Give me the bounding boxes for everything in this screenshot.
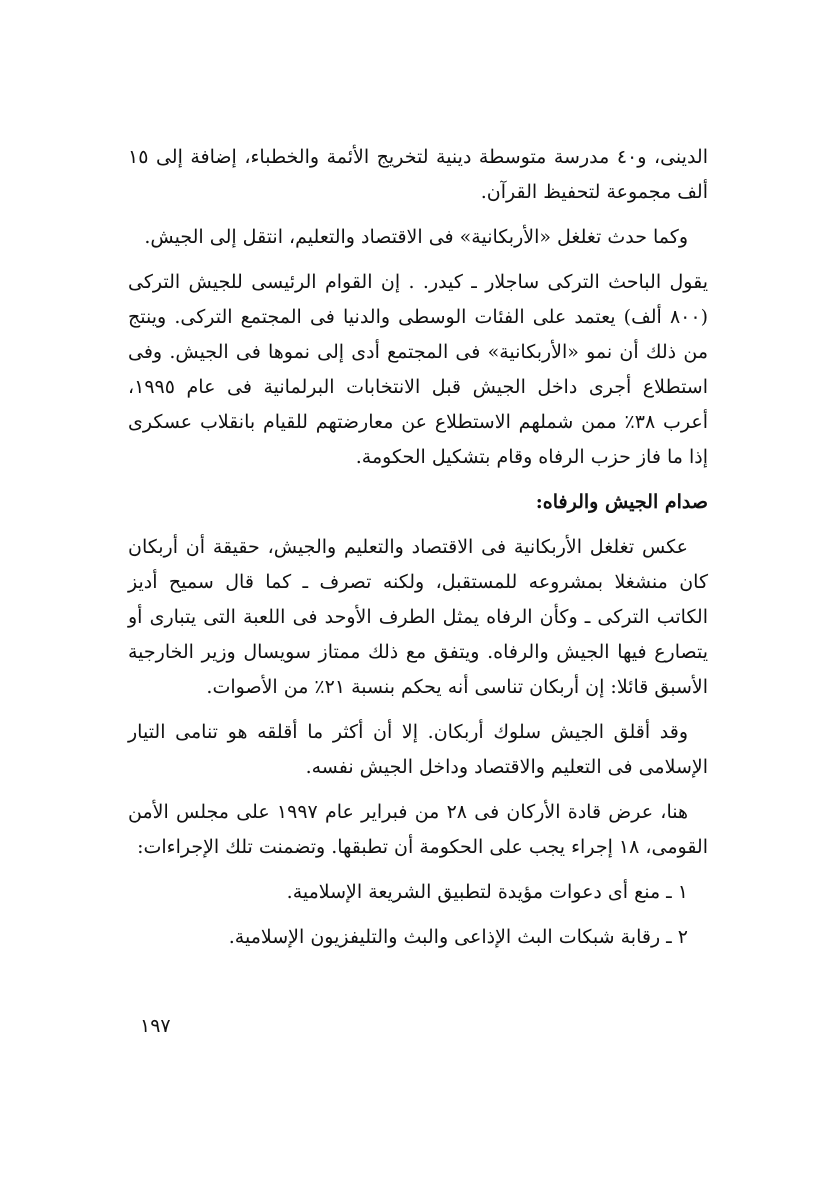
paragraph-2: وكما حدث تغلغل «الأربكانية» فى الاقتصاد والتعليم، انتقل إلى الجيش.	[144, 226, 688, 248]
section-heading: صدام الجيش والرفاه:	[535, 491, 708, 513]
list-item-1: ١ ـ منع أى دعوات مؤيدة لتطبيق الشريعة الإسلامية.	[286, 881, 688, 903]
page-body	[128, 140, 708, 965]
paragraph-1: الدينى، و٤٠ مدرسة متوسطة دينية لتخريج الأئمة والخطباء، إضافة إلى ١٥ ألف مجموعة لتحفيظ القرآن.	[128, 146, 708, 203]
paragraph-5: وقد أقلق الجيش سلوك أربكان. إلا أن أكثر ما أقلقه هو تنامى التيار الإسلامى فى التعليم والاقتصاد وداخل الجيش نفسه.	[128, 721, 708, 778]
page-number: ١٩٧	[140, 1015, 171, 1037]
paragraph-6: هنا، عرض قادة الأركان فى ٢٨ من فبراير عام ١٩٩٧ على مجلس الأمن القومى، ١٨ إجراء يجب على الحكومة أن تطبقها. وتضمنت تلك الإجراءات:	[128, 801, 708, 858]
paragraph-4: عكس تغلغل الأربكانية فى الاقتصاد والتعليم والجيش، حقيقة أن أربكان كان منشغلا بمشروعه للمستقبل، ولكنه تصرف ـ كما قال سميح أديز الكاتب التركى ـ وكأن الرفاه يمثل الطرف الأوحد فى اللعبة التى يتبارى أو يتصارع فيها الجيش والرفاه. ويتفق مع ذلك ممتاز سويسال وزير الخارجية الأسبق قائلا: إن أربكان تناسى أنه يحكم بنسبة ٢١٪ من الأصوات.	[128, 536, 708, 698]
paragraph-3: يقول الباحث التركى ساجلار ـ كيدر. . إن القوام الرئيسى للجيش التركى (٨٠٠ ألف) يعتمد على الفئات الوسطى والدنيا فى المجتمع التركى. وينتج من ذلك أن نمو «الأربكانية» فى المجتمع أدى إلى نموها فى الجيش. وفى استطلاع أجرى داخل الجيش قبل الانتخابات البرلمانية فى عام ١٩٩٥، أعرب ٣٨٪ ممن شملهم الاستطلاع عن معارضتهم للقيام بانقلاب عسكرى إذا ما فاز حزب الرفاه وقام بتشكيل الحكومة.	[128, 271, 708, 468]
list-item-2: ٢ ـ رقابة شبكات البث الإذاعى والبث والتليفزيون الإسلامية.	[228, 926, 688, 948]
